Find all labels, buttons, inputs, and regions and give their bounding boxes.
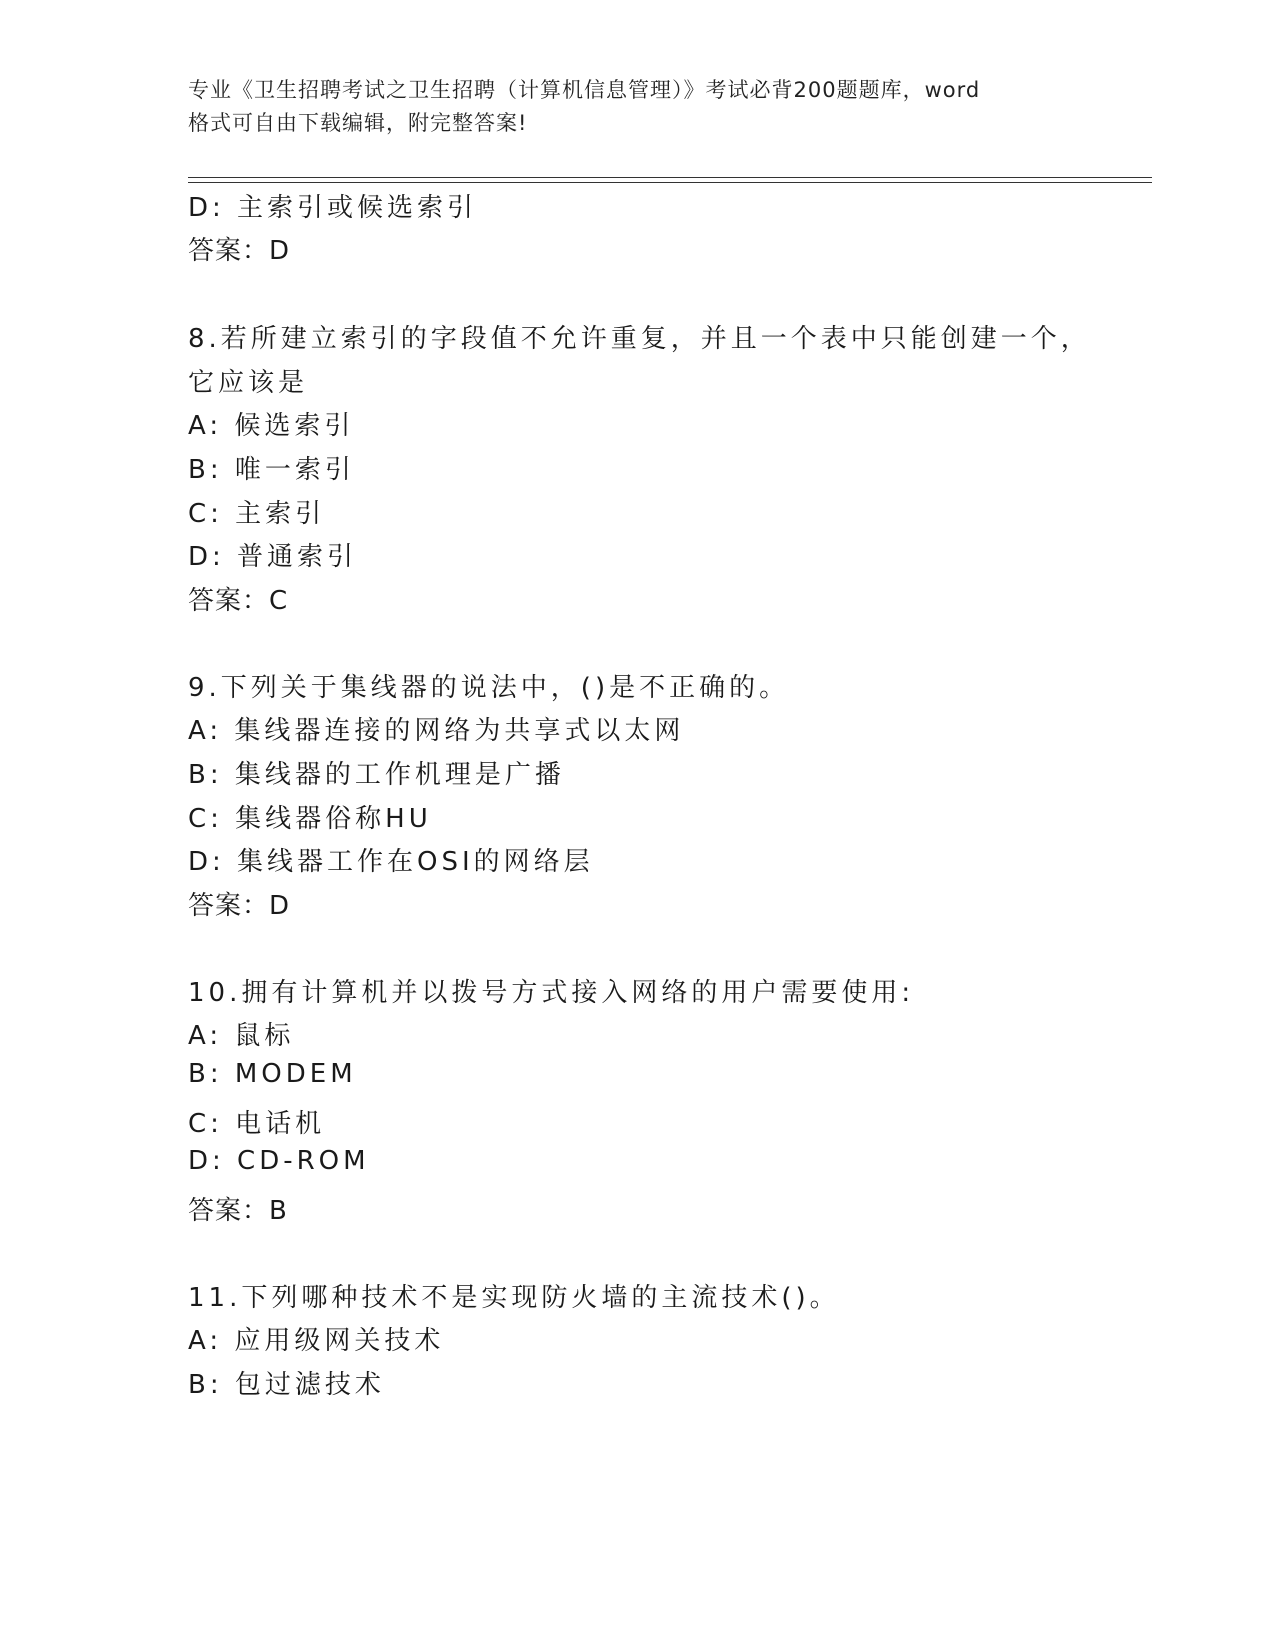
option-c: C: 集线器俗称HU: [188, 804, 432, 834]
header-line-2: 格式可自由下载编辑，附完整答案!: [188, 111, 528, 135]
question-stem: 10.拥有计算机并以拨号方式接入网络的用户需要使用:: [188, 978, 915, 1008]
answer: 答案：D: [188, 236, 291, 266]
question-stem: 11.下列哪种技术不是实现防火墙的主流技术()。: [188, 1283, 840, 1313]
option-b: B: 唯一索引: [188, 455, 355, 485]
option-a: A: 应用级网关技术: [188, 1326, 445, 1356]
header-line-1: 专业《卫生招聘考试之卫生招聘（计算机信息管理）》考试必背200题题库，word: [188, 78, 981, 102]
option-b: B: 包过滤技术: [188, 1370, 385, 1400]
answer: 答案：B: [188, 1196, 288, 1226]
option-b: B: 集线器的工作机理是广播: [188, 760, 565, 790]
question-stem: 9.下列关于集线器的说法中，()是不正确的。: [188, 673, 790, 703]
option-a: A: 候选索引: [188, 411, 355, 441]
option-d: D: 普通索引: [188, 542, 358, 572]
header-divider-bottom: [188, 182, 1152, 183]
option-d: D: 主索引或候选索引: [188, 193, 478, 223]
header-divider-top: [188, 177, 1152, 178]
question-stem-continued: 它应该是: [188, 368, 309, 398]
option-d: D: CD-ROM: [188, 1146, 370, 1176]
option-a: A: 鼠标: [188, 1021, 295, 1051]
option-b: B: MODEM: [188, 1059, 357, 1089]
option-c: C: 主索引: [188, 499, 326, 529]
option-d: D: 集线器工作在OSI的网络层: [188, 847, 594, 877]
question-stem: 8.若所建立索引的字段值不允许重复，并且一个表中只能创建一个，: [188, 324, 1091, 354]
option-a: A: 集线器连接的网络为共享式以太网: [188, 716, 685, 746]
option-c: C: 电话机: [188, 1109, 326, 1139]
answer: 答案：C: [188, 586, 289, 616]
answer: 答案：D: [188, 891, 291, 921]
document-header: [188, 74, 1088, 140]
